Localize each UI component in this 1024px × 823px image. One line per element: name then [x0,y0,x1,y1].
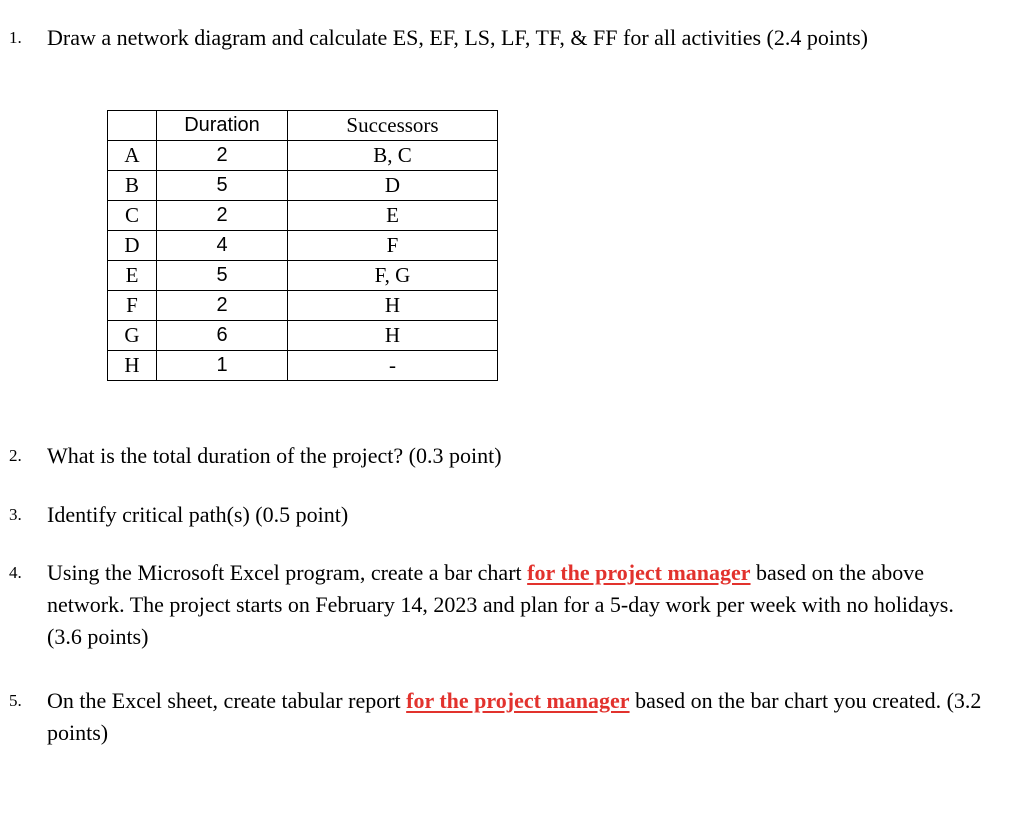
activity-cell: B [108,171,157,201]
activity-cell: E [108,261,157,291]
question-text-before: On the Excel sheet, create tabular report [47,688,407,713]
question-text [47,557,987,653]
table-row [108,261,498,291]
successors-cell: - [288,351,498,381]
question-text-after: based on the above network. The project starts on February 14, 2023 and plan for a 5-day work per week with no holidays. (3.6 points) [47,560,954,649]
successors-cell: E [288,201,498,231]
question-number: 3. [9,505,22,524]
duration-cell: 1 [157,351,288,381]
activity-cell: G [108,321,157,351]
table-row [108,351,498,381]
successors-cell: D [288,171,498,201]
table-row [108,141,498,171]
activity-cell: F [108,291,157,321]
successors-cell: B, C [288,141,498,171]
activity-cell: A [108,141,157,171]
question-text-after: based on the bar chart you created. (3.2 points) [47,688,982,745]
activity-cell: C [108,201,157,231]
activity-cell: H [108,351,157,381]
header-duration: Duration [157,111,288,141]
successors-cell: H [288,291,498,321]
question-number: 5. [9,691,22,710]
duration-cell: 5 [157,261,288,291]
duration-cell: 2 [157,291,288,321]
question-number: 1. [9,28,22,47]
question-text [47,685,987,749]
highlight-phrase: for the project manager [527,560,751,585]
duration-cell: 4 [157,231,288,261]
header-successors: Successors [288,111,498,141]
duration-cell: 2 [157,201,288,231]
question-text: What is the total duration of the project? (0.3 point) [47,443,502,468]
header-activity [108,111,157,141]
successors-cell: F, G [288,261,498,291]
table-row [108,171,498,201]
activity-table [107,110,498,381]
duration-cell: 5 [157,171,288,201]
question-text: Draw a network diagram and calculate ES, EF, LS, LF, TF, & FF for all activities (2.4 points) [47,25,868,50]
successors-cell: F [288,231,498,261]
activity-cell: D [108,231,157,261]
table-header-row [108,111,498,141]
table-row [108,291,498,321]
table-row [108,231,498,261]
table-row [108,201,498,231]
question-text-before: Using the Microsoft Excel program, create a bar chart [47,560,528,585]
highlight-phrase: for the project manager [406,688,630,713]
duration-cell: 2 [157,141,288,171]
table-row [108,321,498,351]
question-number: 2. [9,446,22,465]
duration-cell: 6 [157,321,288,351]
question-number: 4. [9,563,22,582]
question-text: Identify critical path(s) (0.5 point) [47,502,349,527]
successors-cell: H [288,321,498,351]
